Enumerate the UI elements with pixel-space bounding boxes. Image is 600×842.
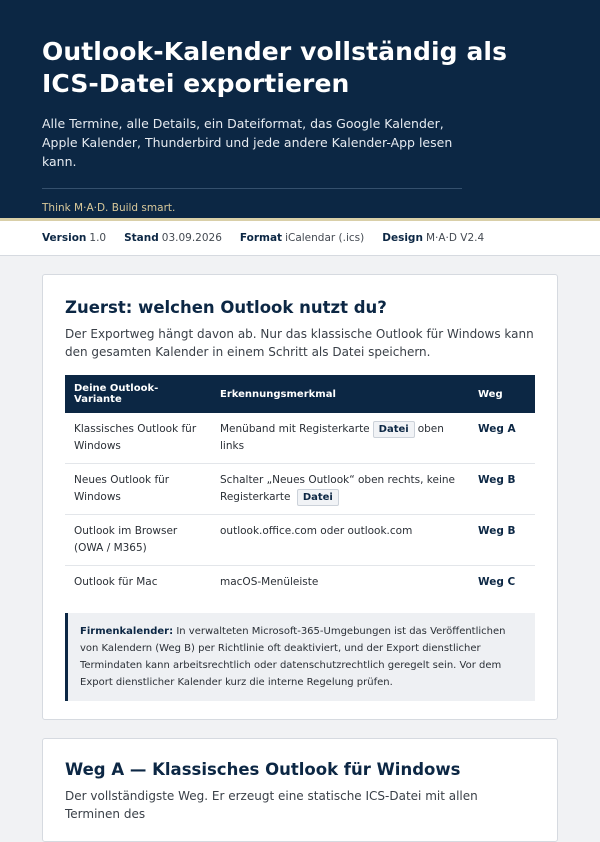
section-heading: Zuerst: welchen Outlook nutzt du? — [65, 298, 387, 317]
outlook-variants-table — [65, 375, 535, 599]
page-subtitle: Alle Termine, alle Details, ein Dateiformat, das Google Kalender, Apple Kalender, Thunderbird und jede andere Kalender-App lesen kann. — [42, 116, 453, 169]
hero-divider — [42, 188, 462, 189]
section-weg-a — [42, 738, 558, 842]
feature-cell: macOS-Menüleiste — [220, 576, 319, 588]
section-which-outlook — [42, 274, 558, 720]
meta-format: Format iCalendar (.ics) — [239, 232, 365, 244]
feature-cell: Schalter „Neues Outlook“ oben rechts, keine Registerkarte Datei — [211, 464, 469, 515]
table-row — [65, 566, 535, 600]
firmenkalender-note — [65, 613, 535, 701]
table-header: Erkennungsmerkmal — [211, 375, 469, 413]
note-text: In verwalteten Microsoft-365-Umgebungen ist das Veröffentlichen von Kalendern (Weg B) per Richtlinie oft deaktiviert, und der Export dienstlicher Termindaten kann arbeitsrechtlich oder datenschutzrechtlich geregelt sein. Vor dem Export dienstlicher Kalender kurz die interne Regelung prüfen. — [80, 626, 506, 688]
note-label: Firmenkalender: — [80, 626, 174, 637]
weg-cell: Weg C — [478, 576, 516, 588]
hero-header — [0, 0, 600, 221]
variant-cell: Outlook für Mac — [74, 576, 158, 588]
section-heading: Weg A — Klassisches Outlook für Windows — [65, 760, 461, 779]
meta-stand: Stand 03.09.2026 — [124, 232, 222, 244]
feature-cell: outlook.office.com oder outlook.com — [211, 515, 469, 566]
table-row — [65, 413, 535, 464]
weg-cell: Weg B — [469, 464, 535, 515]
table-header-row — [65, 375, 535, 413]
table-row — [65, 464, 535, 515]
table-header: Weg — [469, 375, 535, 413]
table-header: Deine Outlook-Variante — [65, 375, 211, 413]
feature-cell: Menüband mit Registerkarte Datei oben links — [211, 413, 469, 464]
weg-cell: Weg B — [469, 515, 535, 566]
variant-cell: Neues Outlook für Windows — [65, 464, 211, 515]
weg-cell: Weg A — [469, 413, 535, 464]
datei-key-badge: Datei — [373, 421, 415, 438]
section-lead: Der Exportweg hängt davon ab. Nur das klassische Outlook für Windows kann den gesamten Kalender in einem Schritt als Datei speichern. — [65, 327, 534, 359]
datei-key-badge: Datei — [297, 489, 339, 506]
tagline: Think M·A·D. Build smart. — [42, 202, 176, 214]
page-title: Outlook-Kalender vollständig als ICS-Datei exportieren — [42, 37, 508, 98]
meta-bar — [0, 221, 600, 256]
section-lead: Der vollständigste Weg. Er erzeugt eine statische ICS-Datei mit allen Terminen des — [65, 789, 478, 821]
variant-cell: Klassisches Outlook für Windows — [65, 413, 211, 464]
meta-design: Design M·A·D V2.4 — [382, 232, 485, 244]
variant-cell: Outlook im Browser (OWA / M365) — [65, 515, 211, 566]
table-row — [65, 515, 535, 566]
meta-version: Version 1.0 — [42, 232, 107, 244]
